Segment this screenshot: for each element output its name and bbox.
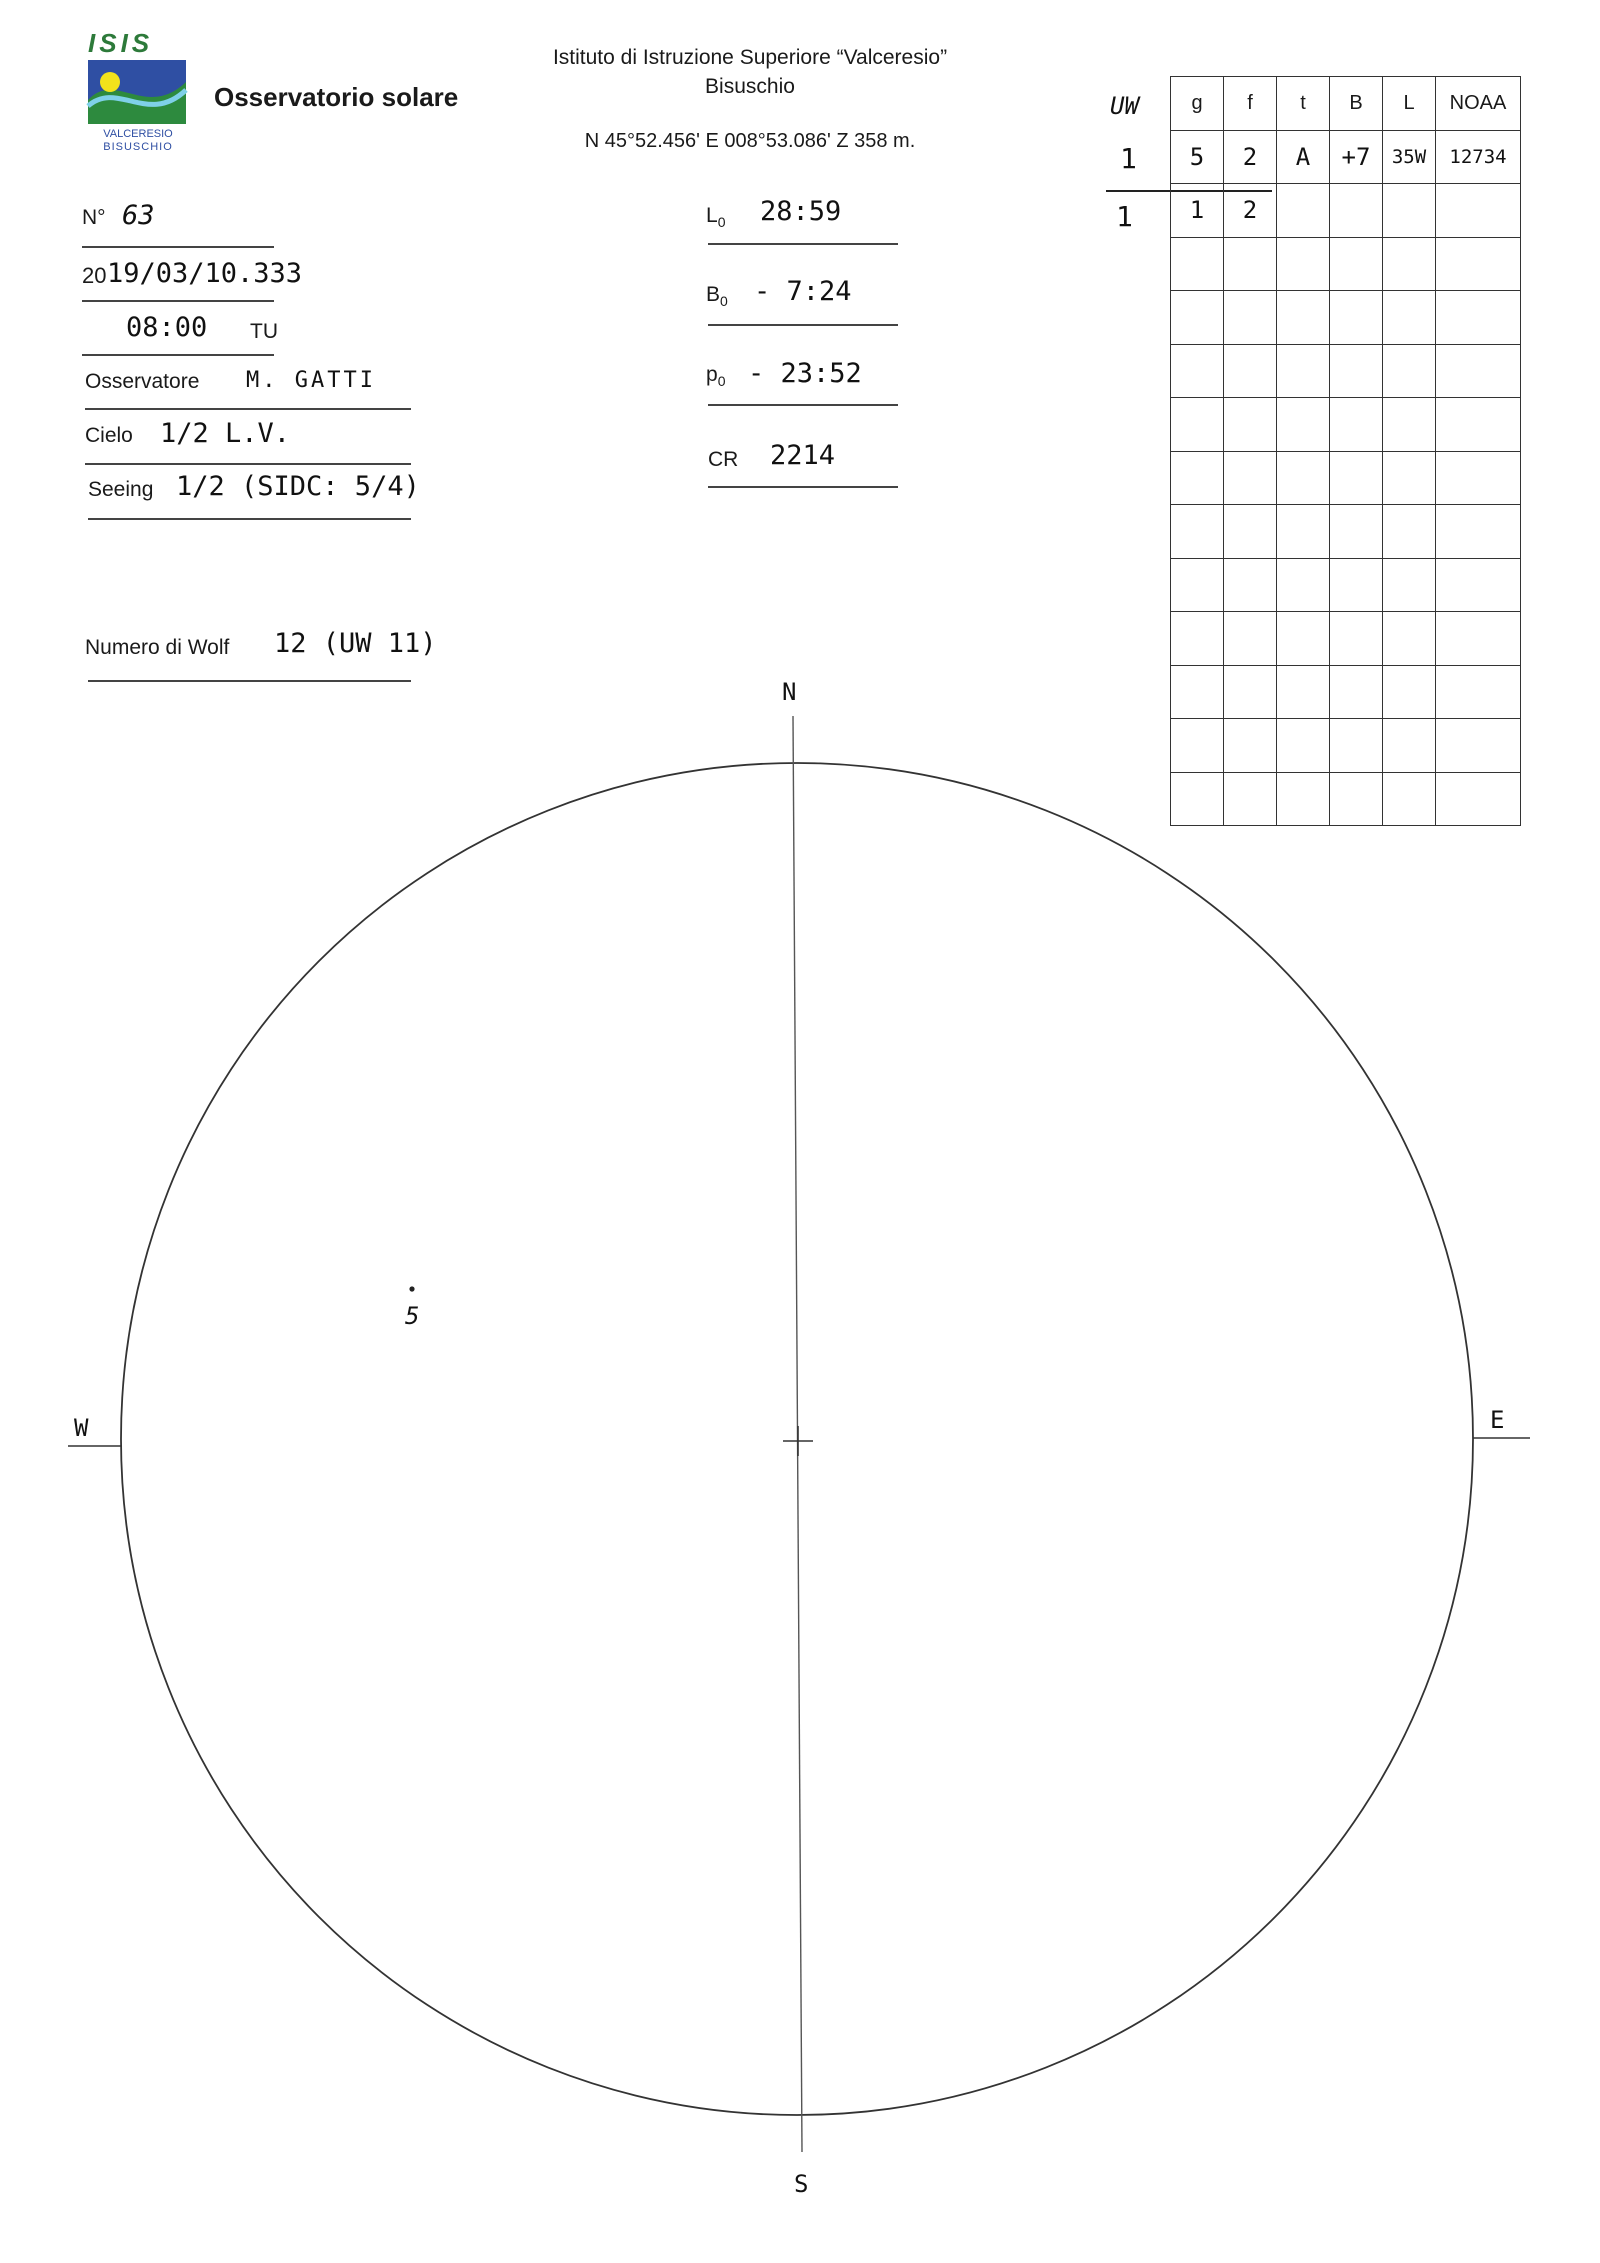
- observatory-title: Osservatorio solare: [214, 82, 459, 112]
- cell-t: A: [1277, 130, 1330, 184]
- date-prefix: 20: [82, 263, 107, 288]
- b0-label-sub: 0: [720, 293, 728, 310]
- observer-value: M. GATTI: [246, 368, 376, 393]
- header-b: B: [1330, 77, 1383, 131]
- uw-row-1: 1: [1120, 142, 1137, 175]
- b0-label-text: B: [706, 283, 721, 306]
- cr-value: 2214: [770, 440, 836, 471]
- cell-g: 1: [1171, 184, 1224, 238]
- header-t: t: [1277, 77, 1330, 131]
- cr-label: CR: [708, 448, 739, 471]
- east-label: E: [1490, 1406, 1505, 1434]
- l0-label-text: L: [706, 204, 718, 227]
- south-label: S: [794, 2170, 809, 2198]
- date-value: 19/03/10.333: [107, 258, 303, 289]
- number-value: 63: [122, 200, 155, 231]
- b0-value: - 7:24: [754, 276, 852, 307]
- cell-f: 2: [1224, 130, 1277, 184]
- p0-label-sub: 0: [717, 373, 726, 390]
- west-label: W: [74, 1414, 89, 1442]
- cell-l: 35W: [1383, 130, 1436, 184]
- logo-sub2: BISUSCHIO: [103, 141, 173, 153]
- number-label: N°: [82, 206, 106, 229]
- institute-name: Istituto di Istruzione Superiore “Valceresio”: [552, 46, 948, 69]
- north-label: N: [782, 678, 797, 706]
- header-g: g: [1171, 77, 1224, 131]
- p0-label-text: p: [706, 363, 718, 386]
- cell-b: +7: [1330, 130, 1383, 184]
- time-unit: TU: [250, 320, 278, 343]
- sunspot-label: 5: [405, 1302, 420, 1330]
- sky-value: 1/2 L.V.: [160, 418, 291, 449]
- uw-header: UW: [1110, 92, 1139, 120]
- header-l: L: [1383, 77, 1436, 131]
- logo-text: ISIS: [88, 28, 154, 58]
- cell-noaa: 12734: [1436, 130, 1521, 184]
- uw-row-2: 1: [1116, 200, 1133, 233]
- wolf-value: 12 (UW 11): [274, 628, 437, 659]
- sky-label: Cielo: [85, 424, 133, 447]
- header-noaa: NOAA: [1436, 77, 1521, 131]
- cell-f: 2: [1224, 184, 1277, 238]
- observatory-coordinates: N 45°52.456' E 008°53.086' Z 358 m.: [584, 130, 916, 152]
- header-f: f: [1224, 77, 1277, 131]
- seeing-label: Seeing: [88, 478, 154, 501]
- time-value: 08:00: [126, 312, 208, 343]
- sunspot: [409, 1286, 414, 1291]
- seeing-value: 1/2 (SIDC: 5/4): [176, 471, 420, 502]
- logo-sub1: VALCERESIO: [103, 128, 173, 140]
- cell-g: 5: [1171, 130, 1224, 184]
- p0-value: - 23:52: [748, 358, 862, 389]
- l0-label-sub: 0: [717, 214, 726, 231]
- l0-value: 28:59: [760, 196, 842, 227]
- observer-label: Osservatore: [85, 370, 200, 393]
- wolf-label: Numero di Wolf: [85, 636, 230, 659]
- institute-town: Bisuschio: [705, 75, 795, 98]
